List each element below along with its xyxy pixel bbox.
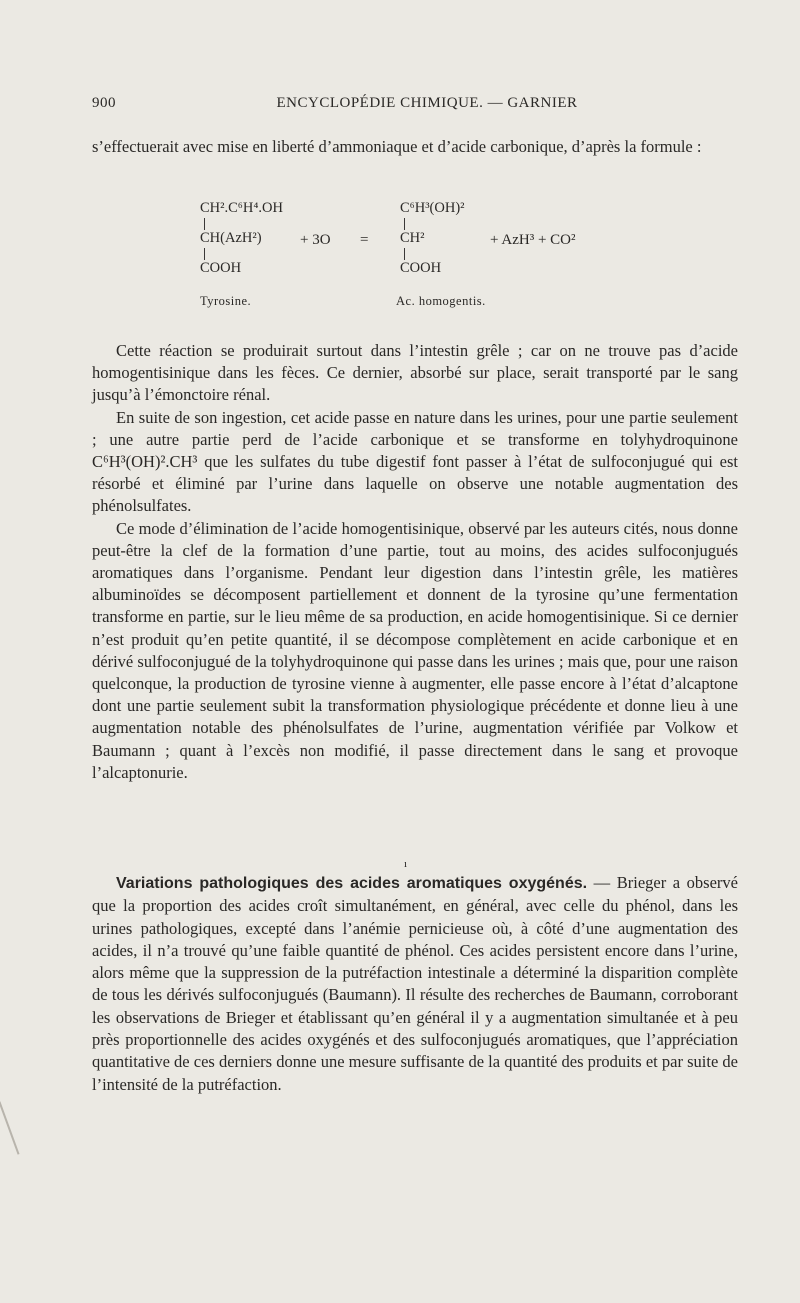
section-variations [92, 872, 738, 1096]
intro-text: s’effectuerait avec mise en liberté d’ammoniaque et d’acide carbonique, d’après la formule : [92, 137, 702, 156]
tyrosine-line-3: COOH [200, 260, 242, 276]
bond-line [204, 218, 205, 230]
bond-line [404, 218, 405, 230]
formula-tyrosine [200, 200, 283, 308]
bond-line [404, 248, 405, 260]
homogentisic-label: Ac. homogentis. [396, 294, 486, 308]
tyrosine-label: Tyrosine. [200, 294, 252, 308]
page-number: 900 [92, 95, 116, 111]
paragraph: En suite de son ingestion, cet acide passe en nature dans les urines, pour une partie seulement ; une autre partie perd de l’acide carbonique et se transforme en tolyhydroquinone C⁶H³(OH)².CH³ que les sulfates du tube digestif font passer à l’état de sulfoconjugué qui est résorbé et éliminé par l’urine dans laquelle on observe une notable augmentation des phénolsulfates. [92, 407, 738, 516]
paragraph: Cette réaction se produirait surtout dans l’intestin grêle ; car on ne trouve pas d’acide homogentisinique dans les fèces. Ce dernier, absorbé sur place, serait transporté par le sang jusqu’à l’émonctoire rénal. [92, 341, 738, 405]
chemical-formula [200, 200, 660, 316]
homogentisic-line-3: COOH [400, 260, 442, 276]
running-title: ENCYCLOPÉDIE CHIMIQUE. — GARNIER [276, 95, 578, 111]
tyrosine-line-1: CH².C⁶H⁴.OH [200, 200, 283, 216]
tyrosine-line-2: CH(AzH²) [200, 230, 262, 246]
section-paragraph [92, 872, 738, 1096]
formula-homogentisic [396, 200, 486, 308]
formula-products: + AzH³ + CO² [490, 232, 576, 248]
body-text [92, 340, 738, 784]
paragraph: Ce mode d’élimination de l’acide homogentisinique, observé par les auteurs cités, nous donne peut-être la clef de la formation d’une partie, tout au moins, des acides sulfoconjugués aromatiques dans l’organisme. Pendant leur digestion dans l’intestin grêle, les matières albuminoïdes se décomposent partiellement et donnent de la tyrosine qu’une fermentation transforme en partie, sur le lieu même de sa production, en acide homogentisinique. Si ce dernier n’est produit qu’en petite quantité, il se décompose complètement en acide carbonique et en dérivé sulfoconjugué de la tolyhydroquinone qui passe dans les urines ; mais que, pour une raison quelconque, la production de tyrosine vienne à augmenter, elle passe encore à l’état d’alcaptone dont une partie seulement subit la transformation physiologique précédente et donne lieu à une augmentation notable des phénolsulfates de l’urine, augmentation vérifiée par Volkow et Baumann ; quant à l’excès non modifié, il passe directement dans le sang et provoque l’alcaptonurie. [92, 518, 738, 782]
homogentisic-line-1: C⁶H³(OH)² [400, 200, 465, 216]
section-text: — Brieger a observé que la proportion des acides croît simultanément, en général, avec celle du phénol, dans les urines pathologiques, excepté dans l’anémie pernicieuse où, à côté d’une augmentation des acides, il n’a trouvé qu’une faible quantité de phénol. Ces acides persistent encore dans l’urine, alors même que la suppression de la putréfaction intestinale a déterminé la disparition complète de tous les dérivés sulfoconjugués (Baumann). Il résulte des recherches de Baumann, corroborant les observations de Brieger et établissant qu’en général il y a augmentation simultanée et à peu près proportionnelle des acides oxygénés et des sulfoconjugués aromatiques, que l’appréciation quantitative de ces derniers donne une mesure suffisante de la quantité des produits et par suite de l’intensité de la putréfaction. [92, 873, 738, 1094]
section-heading: Variations pathologiques des acides aromatiques oxygénés. [116, 875, 588, 892]
intro-paragraph [92, 136, 738, 158]
running-header [92, 95, 732, 117]
margin-scratch [0, 1101, 20, 1154]
plus-oxygen: + 3O [300, 232, 331, 248]
homogentisic-line-2: CH² [400, 230, 425, 246]
stray-mark: ı [404, 858, 408, 870]
bond-line [204, 248, 205, 260]
equals-sign: = [360, 232, 369, 248]
